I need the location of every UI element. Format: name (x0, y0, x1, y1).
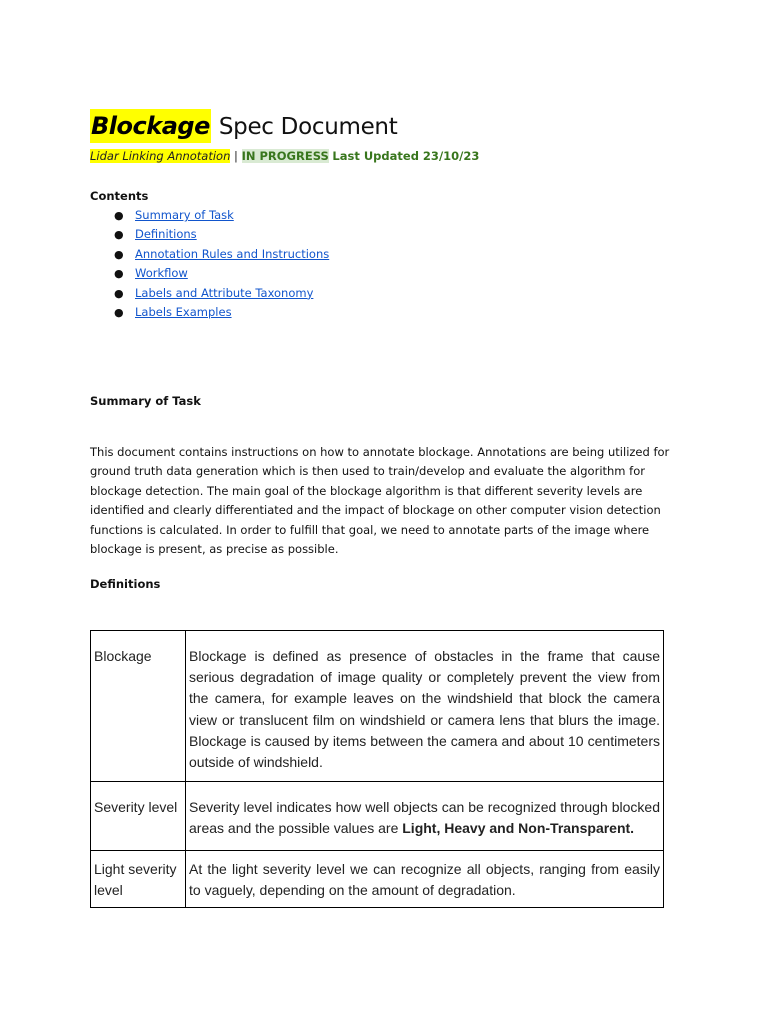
description-cell: At the light severity level we can recognize all objects, ranging from easily to vaguely, depending on the amount of degradation. (186, 851, 664, 908)
subtitle-separator: | (234, 149, 238, 163)
table-row (91, 782, 664, 851)
description-text: Severity level indicates how well objects can be recognized through blocked areas and the possible values are (189, 799, 660, 837)
bullet-icon: ● (114, 209, 124, 222)
toc-item (90, 245, 329, 264)
contents-heading: Contents (90, 189, 149, 203)
last-updated: Last Updated 23/10/23 (332, 149, 480, 163)
table-of-contents (90, 206, 329, 322)
toc-item (90, 206, 329, 225)
bullet-icon: ● (114, 286, 124, 300)
term-cell: Blockage (91, 631, 186, 782)
bullet-icon: ● (114, 305, 124, 319)
toc-item (90, 284, 329, 303)
toc-link-summary[interactable]: Summary of Task (135, 208, 234, 222)
title-rest: Spec Document (218, 114, 398, 140)
table-row (91, 851, 664, 908)
summary-heading: Summary of Task (90, 394, 201, 408)
bullet-icon: ● (114, 267, 124, 281)
toc-item (90, 264, 329, 283)
title-highlight: Blockage (90, 109, 211, 143)
toc-link-rules[interactable]: Annotation Rules and Instructions (135, 246, 330, 261)
status-badge: IN PROGRESS (241, 149, 329, 163)
project-name: Lidar Linking Annotation (90, 149, 231, 163)
table-row (91, 631, 664, 782)
toc-link-definitions[interactable]: Definitions (135, 227, 197, 242)
document-subtitle (90, 148, 479, 164)
bullet-icon: ● (114, 247, 124, 261)
term-cell: Light severity level (91, 851, 186, 908)
document-title (90, 109, 397, 145)
term-cell: Severity level (91, 782, 186, 851)
toc-link-examples[interactable]: Labels Examples (135, 304, 232, 319)
description-cell: Blockage is defined as presence of obstacles in the frame that cause serious degradation of image quality or completely prevent the view from the camera, for example leaves on the windshield that block the camera view or translucent film on windshield or camera lens that blurs the image. Blockage is caused by items between the camera and about 10 centimeters outside of windshield. (186, 631, 664, 782)
toc-link-workflow[interactable]: Workflow (135, 266, 188, 281)
definitions-heading: Definitions (90, 577, 161, 591)
toc-item (90, 303, 329, 322)
bullet-icon: ● (114, 228, 124, 242)
toc-item (90, 225, 329, 244)
description-cell (186, 782, 664, 851)
definitions-table (90, 630, 664, 908)
description-bold: Light, Heavy and Non-Transparent. (402, 820, 635, 837)
toc-link-taxonomy[interactable]: Labels and Attribute Taxonomy (135, 285, 314, 300)
summary-paragraph: This document contains instructions on how to annotate blockage. Annotations are being utilized for ground truth data generation which is then used to train/develop and evaluate the algorithm for blockage detection. The main goal of the blockage algorithm is that different severity levels are identified and clearly differentiated and the impact of blockage on other computer vision detection functions is calculated. In order to fulfill that goal, we need to annotate parts of the image where blockage is present, as precise as possible. (90, 445, 670, 557)
